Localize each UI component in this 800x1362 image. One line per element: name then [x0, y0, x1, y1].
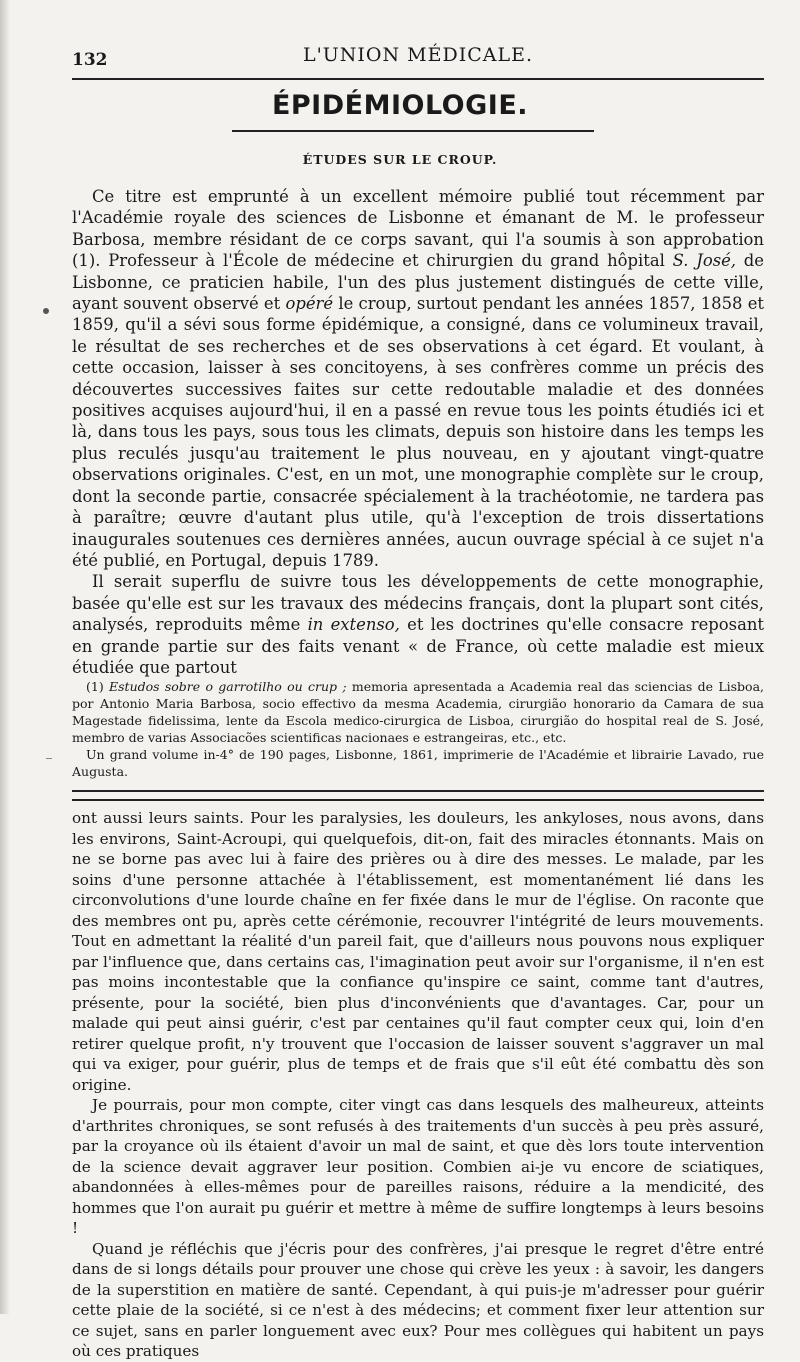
paragraph-text: de Lisbonne, ce praticien habile, l'un des plus justement distingués de cette ville, ayant souvent observé et — [72, 251, 765, 314]
title-rule — [232, 130, 594, 132]
footnote-2: Un grand volume in-4° de 190 pages, Lisbonne, 1861, imprimerie de l'Académie et librairie Lavado, rue Augusta. — [72, 747, 764, 779]
paragraph-text: le croup, surtout pendant les années 1857, 1858 et 1859, qu'il a sévi sous forme épidémique, a consigné, dans ce volumineux travail, le résultat de ses recherches et de ses observations à cet égard. Et voulant, à cette occasion, laisser à ses concitoyens, à ses confrères comme un précis des découvertes successives faites sur cette redoutable maladie et des données positives acquises aujourd'hui, il en a passé en revue tous les points étudiés ici et là, dans tous les pays, sous tous les climats, depuis son histoire dans les temps les plus reculés jusqu'au traitement le plus nouveau, en y ajoutant vingt-quatre observations originales. C'est, en un mot, une monographie complète sur le croup, dont la seconde partie, consacrée spécialement à la trachéotomie, ne tardera pas à paraître; œuvre d'autant plus utile, qu'à l'exception de trois dissertations inaugurales soutenues ces dernières années, aucun ouvrage spécial à ce sujet n'a été publié, en Portugal, depuis 1789. — [72, 294, 764, 570]
article-paragraph-2 — [72, 571, 764, 678]
italic-text: opéré — [285, 294, 334, 314]
page-number: 132 — [72, 50, 108, 70]
paragraph-text: Ce titre est emprunté à un excellent mémoire publié tout récemment par l'Académie royale des sciences de Lisbonne et émanant de M. le professeur Barbosa, membre résidant de ce corps savant, qui l'a soumis à son approbation (1). Professeur à l'École de médecine et chirurgien du grand hôpital — [72, 187, 764, 271]
running-head — [72, 44, 764, 74]
paragraph-text: Il serait superflu de suivre tous les développements de cette monographie, basée qu'elle est sur les travaux des médecins français, dont la plupart sont cités, analysés, reproduits même — [72, 572, 764, 635]
lower-article-body — [72, 808, 764, 1362]
lower-paragraph-3: Quand je réfléchis que j'écris pour des confrères, j'ai presque le regret d'être entré dans de si longs détails pour prouver une chose qui crève les yeux : à savoir, les dangers de la superstition en matière de santé. Cependant, à qui puis-je m'adresser pour guérir cette plaie de la société, si ce n'est à des médecins; et comment fixer leur attention sur ce sujet, sans en parler longuement avec eux? Pour mes collègues qui habitent un pays où ces pratiques — [72, 1239, 764, 1360]
margin-mark — [46, 758, 52, 759]
paragraph-text: et les doctrines qu'elle consacre reposant en grande partie sur des faits venant « de France, où cette maladie est mieux étudiée que partout — [72, 615, 764, 677]
italic-text: in extenso, — [307, 615, 400, 635]
header-rule — [72, 78, 764, 80]
margin-mark — [43, 308, 49, 314]
footnote-marker: (1) — [86, 679, 110, 694]
lower-paragraph-1: ont aussi leurs saints. Pour les paralysies, les douleurs, les ankyloses, nous avons, dans les environs, Saint-Acroupi, qui quelquefois, dit-on, fait des miracles étonnants. Mais on ne se borne pas avec lui à faire des prières ou à dire des messes. Le malade, par les soins d'une personne attachée à l'établissement, est momentanément lié dans les circonvolutions d'une lourde chaîne en fer fixée dans le mur de l'église. On raconte que des membres ont pu, après cette cérémonie, recouvrer l'intégrité de leurs mouvements. Tout en admettant la réalité d'un pareil fait, que d'ailleurs nous pouvons nous expliquer par l'influence que, dans certains cas, l'imagination peut avoir sur l'organisme, il n'en est pas moins incontestable que la confiance qu'inspire ce saint, comme tant d'autres, présente, pour la société, bien plus d'inconvénients que d'avantages. Car, pour un malade qui peut ainsi guérir, c'est par centaines qu'il faut compter ceux qui, loin d'en retirer quelque profit, n'y trouvent que l'occasion de laisser souvent s'aggraver un mal qui va exiger, pour guérir, plus de temps et de frais que s'il eût été combattu dès son origine. — [72, 809, 764, 1094]
article-subtitle: ÉTUDES SUR LE CROUP. — [302, 152, 498, 167]
footnote-1 — [72, 678, 764, 746]
article-paragraph-1 — [72, 186, 764, 571]
italic-text: S. José, — [672, 251, 737, 271]
footnote — [72, 678, 764, 780]
lower-paragraph-2: Je pourrais, pour mon compte, citer vingt cas dans lesquels des malheureux, atteints d'arthrites chroniques, se sont refusés à des traitements d'un succès à peu près assuré, par la croyance où ils étaient d'avoir un mal de saint, et que dès lors toute intervention de la science devait aggraver leur position. Combien ai-je vu encore de sciatiques, abandonnées à elles-mêmes pour de pareilles raisons, réduire a la mendicité, des hommes que l'on aurait pu guérir et mettre à même de suffire longtemps à leurs besoins ! — [72, 1096, 764, 1237]
section-separator — [72, 790, 764, 801]
journal-title: L'UNION MÉDICALE. — [302, 44, 534, 66]
article-body — [72, 186, 764, 678]
page-edge-shadow — [0, 0, 10, 1314]
footnote-title: Estudos sobre o garrotilho ou crup ; — [109, 679, 347, 694]
footnote-text: memoria apresentada a Academia real das sciencias de Lisboa, por Antonio Maria Barbosa, socio effectivo da mesma Academia, cirurgião honorario da Camara de sua Magestade fidelissima, lente da Escola medico-cirurgica de Lisboa, cirurgião do hospital real de S. José, membro de varias Associacões scientificas nacionaes e estrangeiras, etc., etc. — [72, 679, 765, 745]
section-title: ÉPIDÉMIOLOGIE. — [271, 90, 529, 121]
